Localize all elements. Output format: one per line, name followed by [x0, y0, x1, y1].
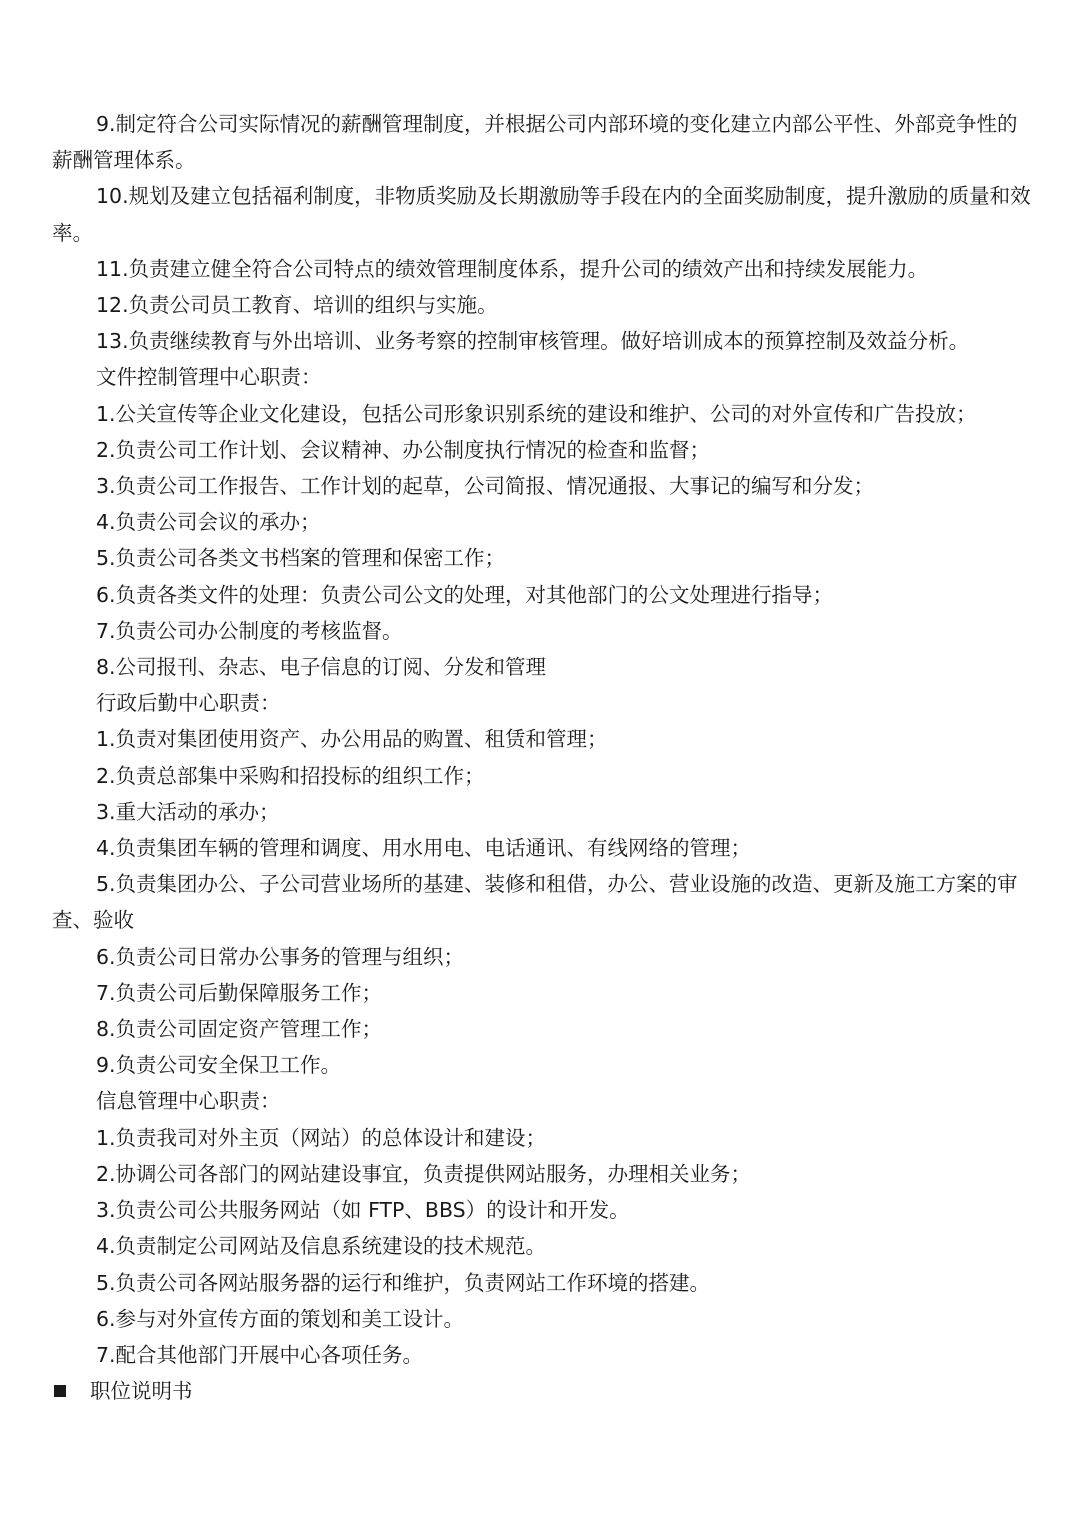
paragraph: 7.配合其他部门开展中心各项任务。: [96, 1342, 424, 1367]
section-heading: 信息管理中心职责：: [96, 1089, 281, 1114]
paragraph: 3.负责公司公共服务网站（如 FTP、BBS）的设计和开发。: [96, 1198, 630, 1223]
paragraph: 8.负责公司固定资产管理工作；: [96, 1017, 383, 1042]
paragraph: 5.负责公司各类文书档案的管理和保密工作；: [96, 546, 506, 571]
section-bullet-heading: [52, 1373, 1032, 1409]
paragraph: 2.负责公司工作计划、会议精神、办公制度执行情况的检查和监督；: [96, 437, 711, 462]
paragraph: 1.负责对集团使用资产、办公用品的购置、租赁和管理；: [96, 727, 608, 752]
paragraph: 12.负责公司员工教育、培训的组织与实施。: [96, 293, 498, 318]
paragraph: 6.负责公司日常办公事务的管理与组织；: [96, 944, 465, 969]
paragraph: 4.负责公司会议的承办；: [96, 510, 321, 535]
paragraph: 6.参与对外宣传方面的策划和美工设计。: [96, 1306, 465, 1331]
paragraph: 8.公司报刊、杂志、电子信息的订阅、分发和管理: [96, 655, 547, 680]
paragraph: 9.制定符合公司实际情况的薪酬管理制度，并根据公司内部环境的变化建立内部公平性、外部竞争性的薪酬管理体系。: [52, 112, 1018, 173]
paragraph: 9.负责公司安全保卫工作。: [96, 1053, 342, 1078]
bullet-heading-text: 职位说明书: [90, 1379, 193, 1404]
paragraph: 11.负责建立健全符合公司特点的绩效管理制度体系，提升公司的绩效产出和持续发展能力。: [96, 256, 929, 281]
section-heading: 行政后勤中心职责：: [96, 691, 281, 716]
section-heading: 文件控制管理中心职责：: [96, 365, 322, 390]
paragraph: 7.负责公司后勤保障服务工作；: [96, 980, 383, 1005]
paragraph: 5.负责集团办公、子公司营业场所的基建、装修和租借，办公、营业设施的改造、更新及施工方案的审查、验收: [52, 872, 1018, 933]
document-body: [52, 106, 1032, 1373]
paragraph: 2.协调公司各部门的网站建设事宜，负责提供网站服务，办理相关业务；: [96, 1161, 752, 1186]
paragraph: 4.负责制定公司网站及信息系统建设的技术规范。: [96, 1234, 547, 1259]
paragraph: 10.规划及建立包括福利制度，非物质奖励及长期激励等手段在内的全面奖励制度，提升激励的质量和效率。: [52, 184, 1031, 245]
paragraph: 1.公关宣传等企业文化建设，包括公司形象识别系统的建设和维护、公司的对外宣传和广告投放；: [96, 401, 977, 426]
paragraph: 1.负责我司对外主页（网站）的总体设计和建设；: [96, 1125, 547, 1150]
paragraph: 3.重大活动的承办；: [96, 799, 280, 824]
paragraph: 5.负责公司各网站服务器的运行和维护，负责网站工作环境的搭建。: [96, 1270, 711, 1295]
paragraph: 2.负责总部集中采购和招投标的组织工作；: [96, 763, 485, 788]
document-page: [52, 106, 1032, 1409]
square-bullet-icon: [54, 1385, 66, 1397]
paragraph: 4.负责集团车辆的管理和调度、用水用电、电话通讯、有线网络的管理；: [96, 836, 752, 861]
paragraph: 13.负责继续教育与外出培训、业务考察的控制审核管理。做好培训成本的预算控制及效益分析。: [96, 329, 970, 354]
paragraph: 3.负责公司工作报告、工作计划的起草，公司简报、情况通报、大事记的编写和分发；: [96, 474, 875, 499]
paragraph: 6.负责各类文件的处理：负责公司公文的处理，对其他部门的公文处理进行指导；: [96, 582, 834, 607]
paragraph: 7.负责公司办公制度的考核监督。: [96, 618, 403, 643]
